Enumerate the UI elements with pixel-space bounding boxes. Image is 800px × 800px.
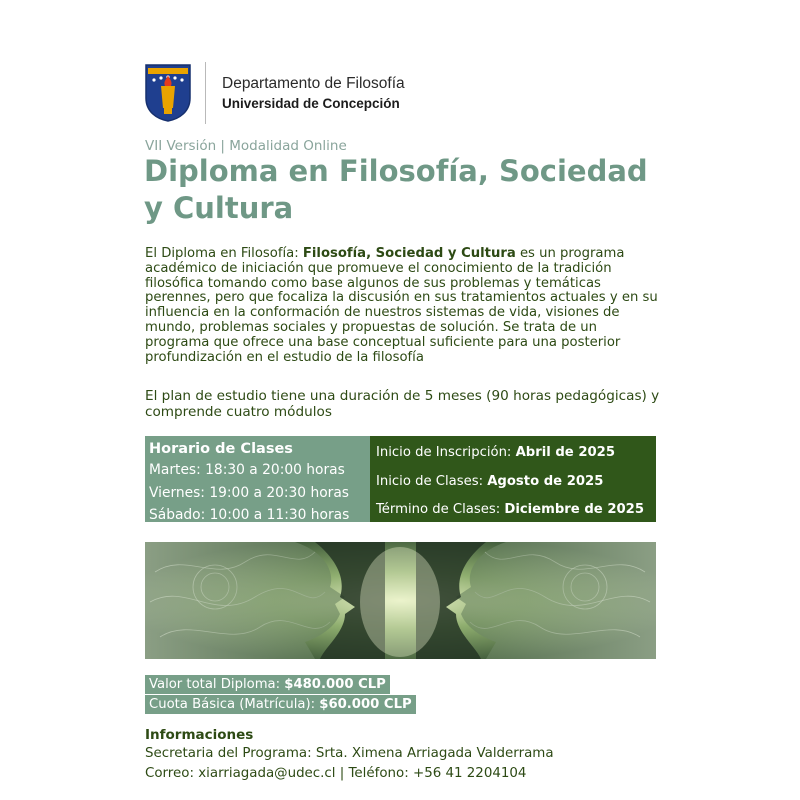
- dates-row-inscription: [376, 439, 656, 468]
- intro-after: es un programa académico de iniciación que promueve el conocimiento de la tradición filosófica tomando como base algunos de sus problemas y temáticas perennes, pero que focaliza la discusión en sus tratamientos actuales y en su influencia en la conformación de nuestros sistemas de vida, visiones de mundo, problemas sociales y propuestas de solución. Se trata de un programa que ofrece una base conceptual suficiente para una posterior profundización en el estudio de la filosofía: [145, 246, 658, 365]
- dates-box: [370, 436, 656, 522]
- date-label: Término de Clases:: [376, 502, 505, 517]
- banner-image: [145, 542, 656, 659]
- price-total-label: Valor total Diploma:: [149, 677, 285, 692]
- dates-row-end: [376, 496, 656, 525]
- plan-paragraph: El plan de estudio tiene una duración de 5 meses (90 horas pedagógicas) y comprende cuatro módulos: [145, 388, 660, 420]
- intro-before: El Diploma en Filosofía:: [145, 246, 303, 261]
- price-cuota-value: $60.000 CLP: [319, 697, 412, 712]
- intro-highlight: Filosofía, Sociedad y Cultura: [302, 246, 516, 261]
- price-cuota: [145, 695, 416, 714]
- price-cuota-label: Cuota Básica (Matrícula):: [149, 697, 320, 712]
- header: [145, 63, 405, 123]
- intro-paragraph: [145, 247, 665, 365]
- info-title: Informaciones: [145, 727, 254, 743]
- header-divider: [205, 62, 206, 124]
- date-label: Inicio de Clases:: [376, 473, 488, 489]
- dates-row-start: [376, 468, 656, 497]
- university-name: Universidad de Concepción: [222, 96, 400, 111]
- date-value: Diciembre de 2025: [504, 502, 645, 517]
- price-total-value: $480.000 CLP: [284, 677, 386, 692]
- department-name: Departamento de Filosofía: [222, 75, 405, 92]
- info-contact: Correo: xiarriagada@udec.cl | Teléfono: +56 41 2204104: [145, 766, 527, 781]
- date-value: Abril de 2025: [515, 445, 616, 460]
- schedule-box: [145, 436, 370, 522]
- date-label: Inicio de Inscripción:: [376, 445, 516, 460]
- header-text: [222, 73, 405, 113]
- schedule-title: Horario de Clases: [149, 441, 293, 457]
- edition-subtitle: VII Versión | Modalidad Online: [145, 138, 347, 154]
- schedule-row: Sábado: 10:00 a 11:30 horas: [149, 507, 350, 523]
- price-total: [145, 675, 390, 694]
- date-value: Agosto de 2025: [487, 473, 604, 489]
- page-title: Diploma en Filosofía, Sociedad y Cultura: [144, 154, 648, 225]
- udec-crest-icon: [145, 64, 191, 122]
- schedule-row: Martes: 18:30 a 20:00 horas: [149, 462, 345, 478]
- info-secretary: Secretaria del Programa: Srta. Ximena Arriagada Valderrama: [145, 746, 554, 761]
- two-faces-neural-network-image: [145, 542, 656, 659]
- schedule-row: Viernes: 19:00 a 20:30 horas: [149, 484, 349, 501]
